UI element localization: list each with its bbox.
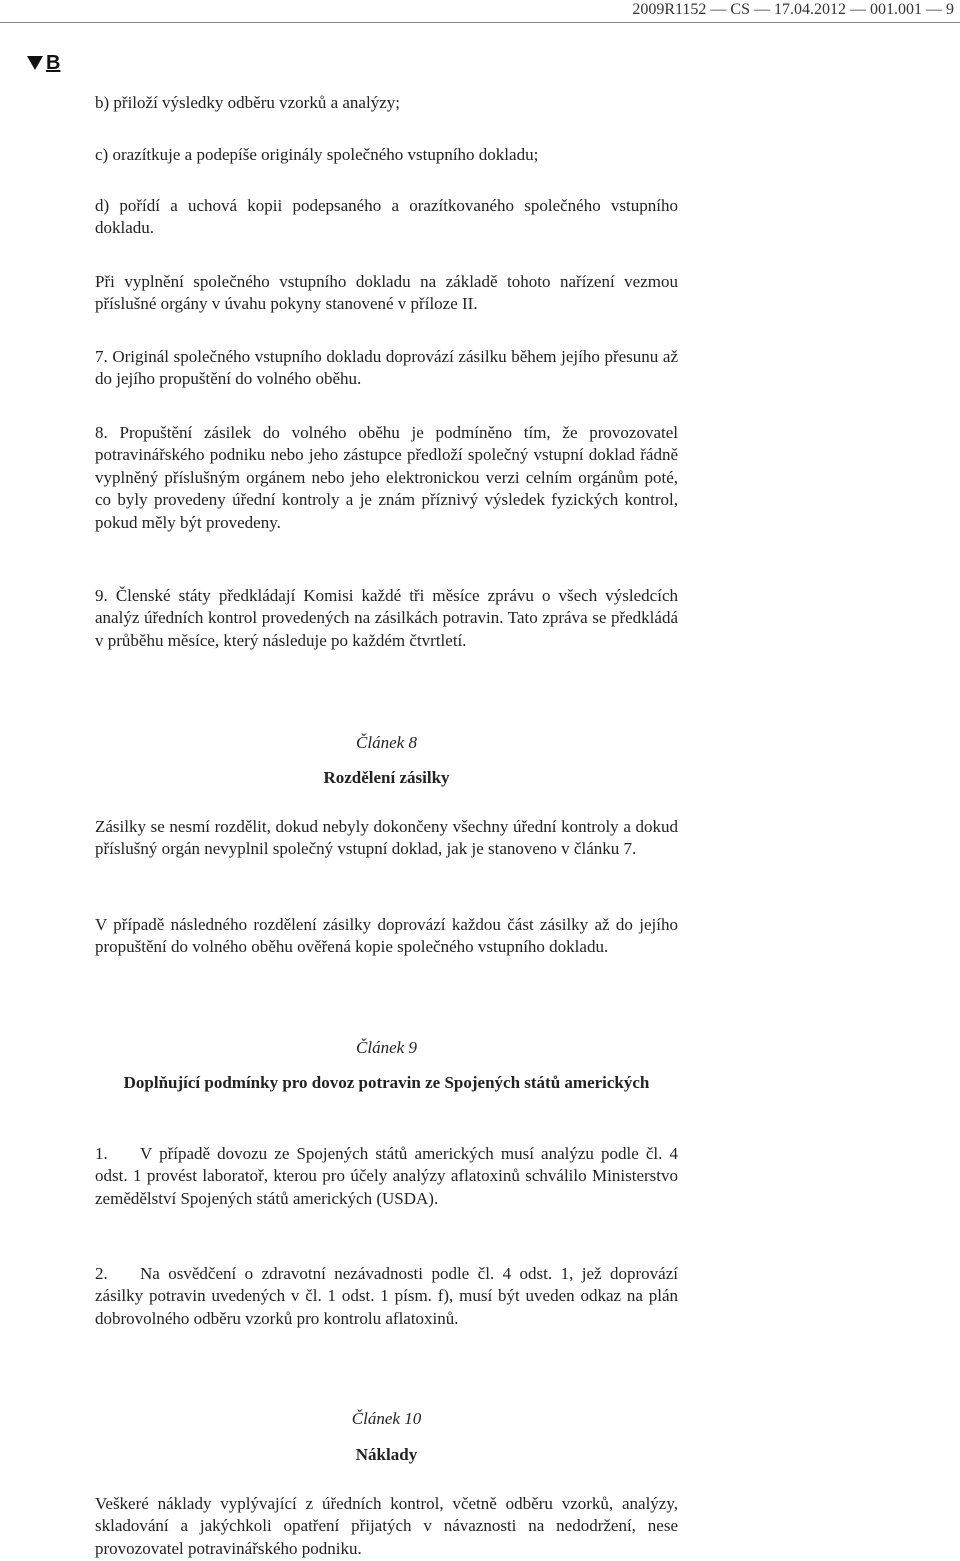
article-8-number: Článek 8 [356,733,417,752]
article-8-title: Rozdělení zásilky [323,768,450,787]
paragraph-7: 7. Originál společného vstupního dokladu doprovází zásilku během jejího přesunu až do jejího propuštění do volného oběhu. [95,347,678,389]
marker-label: B [46,52,61,74]
point-c: c) orazítkuje a podepíše originály společného vstupního dokladu; [95,145,539,164]
page-header [0,0,960,23]
article-9-paragraph-2 [95,1263,678,1330]
article-10-paragraph-1: Veškeré náklady vyplývající z úředních kontrol, včetně odběru vzorků, analýzy, skladování a jakýchkoli opatření přijatých v návaznosti na nedodržení, nese provozovatel potravinářského podniku. [95,1494,678,1558]
paragraph-number: 2. [95,1264,108,1283]
article-8-paragraph-2: V případě následného rozdělení zásilky doprovází každou část zásilky až do jejího propuštění do volného oběhu ověřená kopie společného vstupního dokladu. [95,915,678,957]
paragraph-8: 8. Propuštění zásilek do volného oběhu je podmíněno tím, že provozovatel potravinářského podniku nebo jeho zástupce předloží společný vstupní doklad řádně vyplněný příslušným orgánem nebo jeho elektronickou verzi celním orgánům poté, co byly provedeny úřední kontroly a je znám příznivý výsledek fyzických kontrol, pokud měly být provedeny. [95,423,678,532]
article-9-title: Doplňující podmínky pro dovoz potravin ze Spojených států amerických [123,1073,650,1092]
paragraph-number: 1. [95,1144,108,1163]
down-triangle-icon [27,56,43,70]
amendment-marker [27,50,60,76]
paragraph-9: 9. Členské státy předkládají Komisi každé tři měsíce zprávu o všech výsledcích analýz úředních kontrol provedených na zásilkách potravin. Tato zpráva se předkládá v průběhu měsíce, který následuje po každém čtvrtletí. [95,586,678,650]
paragraph-text: V případě dovozu ze Spojených států amerických musí analýzu podle čl. 4 odst. 1 provést laboratoř, kterou pro účely analýzy aflatoxinů schválilo Ministerstvo zemědělství Spojených států amerických (USDA). [95,1144,678,1208]
article-10-number: Článek 10 [351,1409,422,1428]
paragraph-text: Na osvědčení o zdravotní nezávadnosti podle čl. 4 odst. 1, jež doprovází zásilky potravin uvedených v čl. 1 odst. 1 písm. f), musí být uveden odkaz na plán dobrovolného odběru vzorků pro kontrolu aflatoxinů. [95,1264,678,1328]
article-10-title: Náklady [355,1445,418,1464]
article-9-paragraph-1 [95,1143,678,1210]
article-8-paragraph-1: Zásilky se nesmí rozdělit, dokud nebyly dokončeny všechny úřední kontroly a dokud příslušný orgán nevyplnil společný vstupní doklad, jak je stanoveno v článku 7. [95,817,678,859]
document-reference: 2009R1152 — CS — 17.04.2012 — 001.001 — 9 [632,1,954,18]
paragraph-instructions: Při vyplnění společného vstupního dokladu na základě tohoto nařízení vezmou příslušné orgány v úvahu pokyny stanovené v příloze II. [95,272,678,314]
article-9-number: Článek 9 [356,1038,417,1057]
point-b: b) přiloží výsledky odběru vzorků a analýzy; [95,93,400,112]
point-d: d) pořídí a uchová kopii podepsaného a orazítkovaného společného vstupního dokladu. [95,196,678,238]
